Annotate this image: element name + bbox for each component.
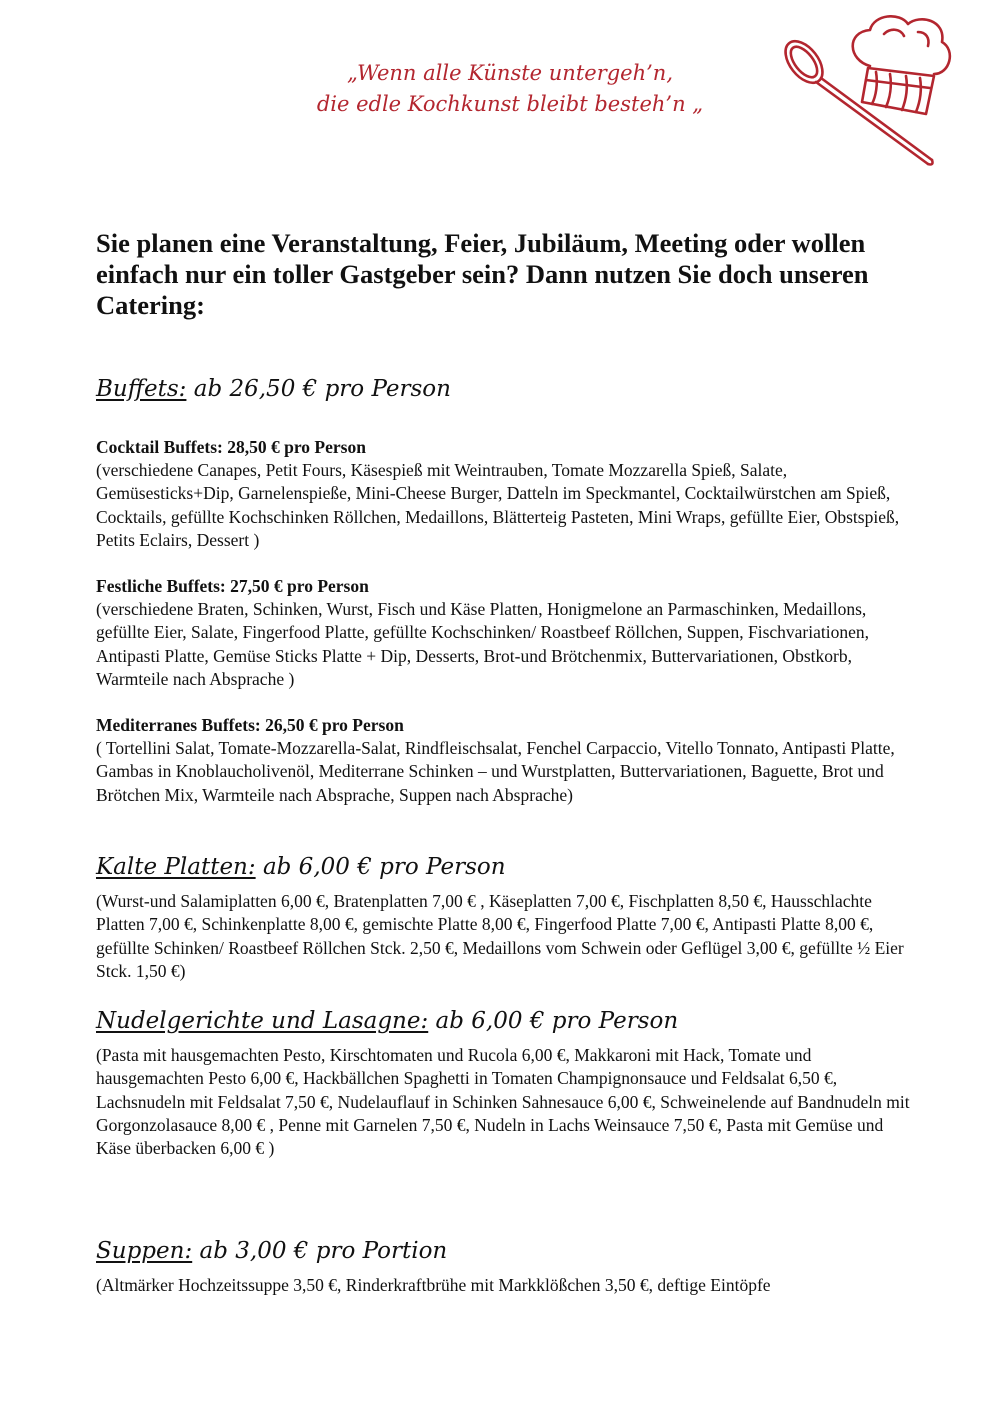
suppen-text: (Altmärker Hochzeitssuppe 3,50 €, Rinderkraftbrühe mit Markklößchen 3,50 €, deftige Eintöpfe — [96, 1275, 771, 1295]
mediterranes-buffets-text: ( Tortellini Salat, Tomate-Mozzarella-Salat, Rindfleischsalat, Fenchel Carpaccio, Vitello Tonnato, Antipasti Platte, Gambas in Knoblaucholivenöl, Mediterrane Schinken – und Wurstplatten, Buttervariationen, Baguette, Brot und Brötchen Mix, Warmteile nach Absprache, Suppen nach Absprache) — [96, 738, 895, 805]
suppen-heading-price: ab 3,00 € pro Portion — [199, 1238, 448, 1264]
cocktail-buffets-text: (verschiedene Canapes, Petit Fours, Käsespieß mit Weintrauben, Tomate Mozzarella Spieß, Salate, Gemüsesticks+Dip, Garnelenspieße, Mini-Cheese Burger, Datteln im Speckmantel, Cocktailwürstchen am Spieß, Cocktails, gefüllte Kochschinken Röllchen, Medaillons, Blätterteig Pasteten, Mini Wraps, gefüllte Eier, Obstspieß, Petits Eclairs, Dessert ) — [96, 460, 900, 550]
kalte-platten-heading-label: Kalte Platten: — [96, 854, 256, 880]
kalte-platten-text: (Wurst-und Salamiplatten 6,00 €, Bratenplatten 7,00 € , Käseplatten 7,00 €, Fischplatten 8,50 €, Hausschlachte Platten 7,00 €, Schinkenplatte 8,00 €, gemischte Platte 8,00 €, Fingerfood Platte 7,00 €, Antipasti Platte 8,00 €, gefüllte Schinken/ Roastbeef Röllchen Stck. 2,50 €, Medaillons vom Schwein oder Geflügel 3,00 €, gefüllte ½ Eier Stck. 1,50 €) — [96, 891, 904, 981]
festliche-buffets-title: Festliche Buffets: 27,50 € pro Person — [96, 576, 369, 596]
nudelgerichte-heading — [96, 1006, 678, 1036]
motto-line-1: „Wenn alle Künste untergeh’n, — [346, 61, 674, 85]
motto-line-2: die edle Kochkunst bleibt besteh’n „ — [316, 92, 704, 116]
suppen-heading-label: Suppen: — [96, 1238, 193, 1264]
buffets-heading-label: Buffets: — [96, 376, 187, 402]
intro-heading: Sie planen eine Veranstaltung, Feier, Jubiläum, Meeting oder wollen einfach nur ein toller Gastgeber sein? Dann nutzen Sie doch unseren Catering: — [96, 228, 869, 320]
cocktail-buffets-title: Cocktail Buffets: 28,50 € pro Person — [96, 437, 366, 457]
kalte-platten-heading — [96, 852, 506, 882]
nudelgerichte-text: (Pasta mit hausgemachten Pesto, Kirschtomaten und Rucola 6,00 €, Makkaroni mit Hack, Tomate und hausgemachten Pesto 6,00 €, Hackbällchen Spaghetti in Tomaten Champignonsauce und Feldsalat 6,50 €, Lachsnudeln mit Feldsalat 7,50 €, Nudelauflauf in Schinken Sahnesauce 6,00 €, Schweinelende auf Bandnudeln mit Gorgonzolasauce 8,00 € , Penne mit Garnelen 7,50 €, Nudeln in Lachs Weinsauce 7,50 €, Pasta mit Gemüse und Käse überbacken 6,00 € ) — [96, 1045, 910, 1159]
suppen-heading — [96, 1236, 447, 1266]
nudelgerichte-heading-label: Nudelgerichte und Lasagne: — [96, 1008, 429, 1034]
buffets-heading-price: ab 26,50 € pro Person — [193, 376, 451, 402]
nudelgerichte-heading-price: ab 6,00 € pro Person — [435, 1008, 679, 1034]
motto — [300, 58, 720, 120]
festliche-buffets-text: (verschiedene Braten, Schinken, Wurst, Fisch und Käse Platten, Honigmelone an Parmaschinken, Medaillons, gefüllte Eier, Salate, Fingerfood Platte, gefüllte Kochschinken/ Roastbeef Röllchen, Suppen, Fischvariationen, Antipasti Platte, Gemüse Sticks Platte + Dip, Desserts, Brot-und Brötchenmix, Buttervariationen, Obstkorb, Warmteile nach Absprache ) — [96, 599, 869, 689]
chef-hat-and-spoon-logo-icon — [778, 10, 958, 172]
mediterranes-buffets-title: Mediterranes Buffets: 26,50 € pro Person — [96, 715, 404, 735]
buffets-heading — [96, 374, 451, 404]
kalte-platten-heading-price: ab 6,00 € pro Person — [262, 854, 506, 880]
